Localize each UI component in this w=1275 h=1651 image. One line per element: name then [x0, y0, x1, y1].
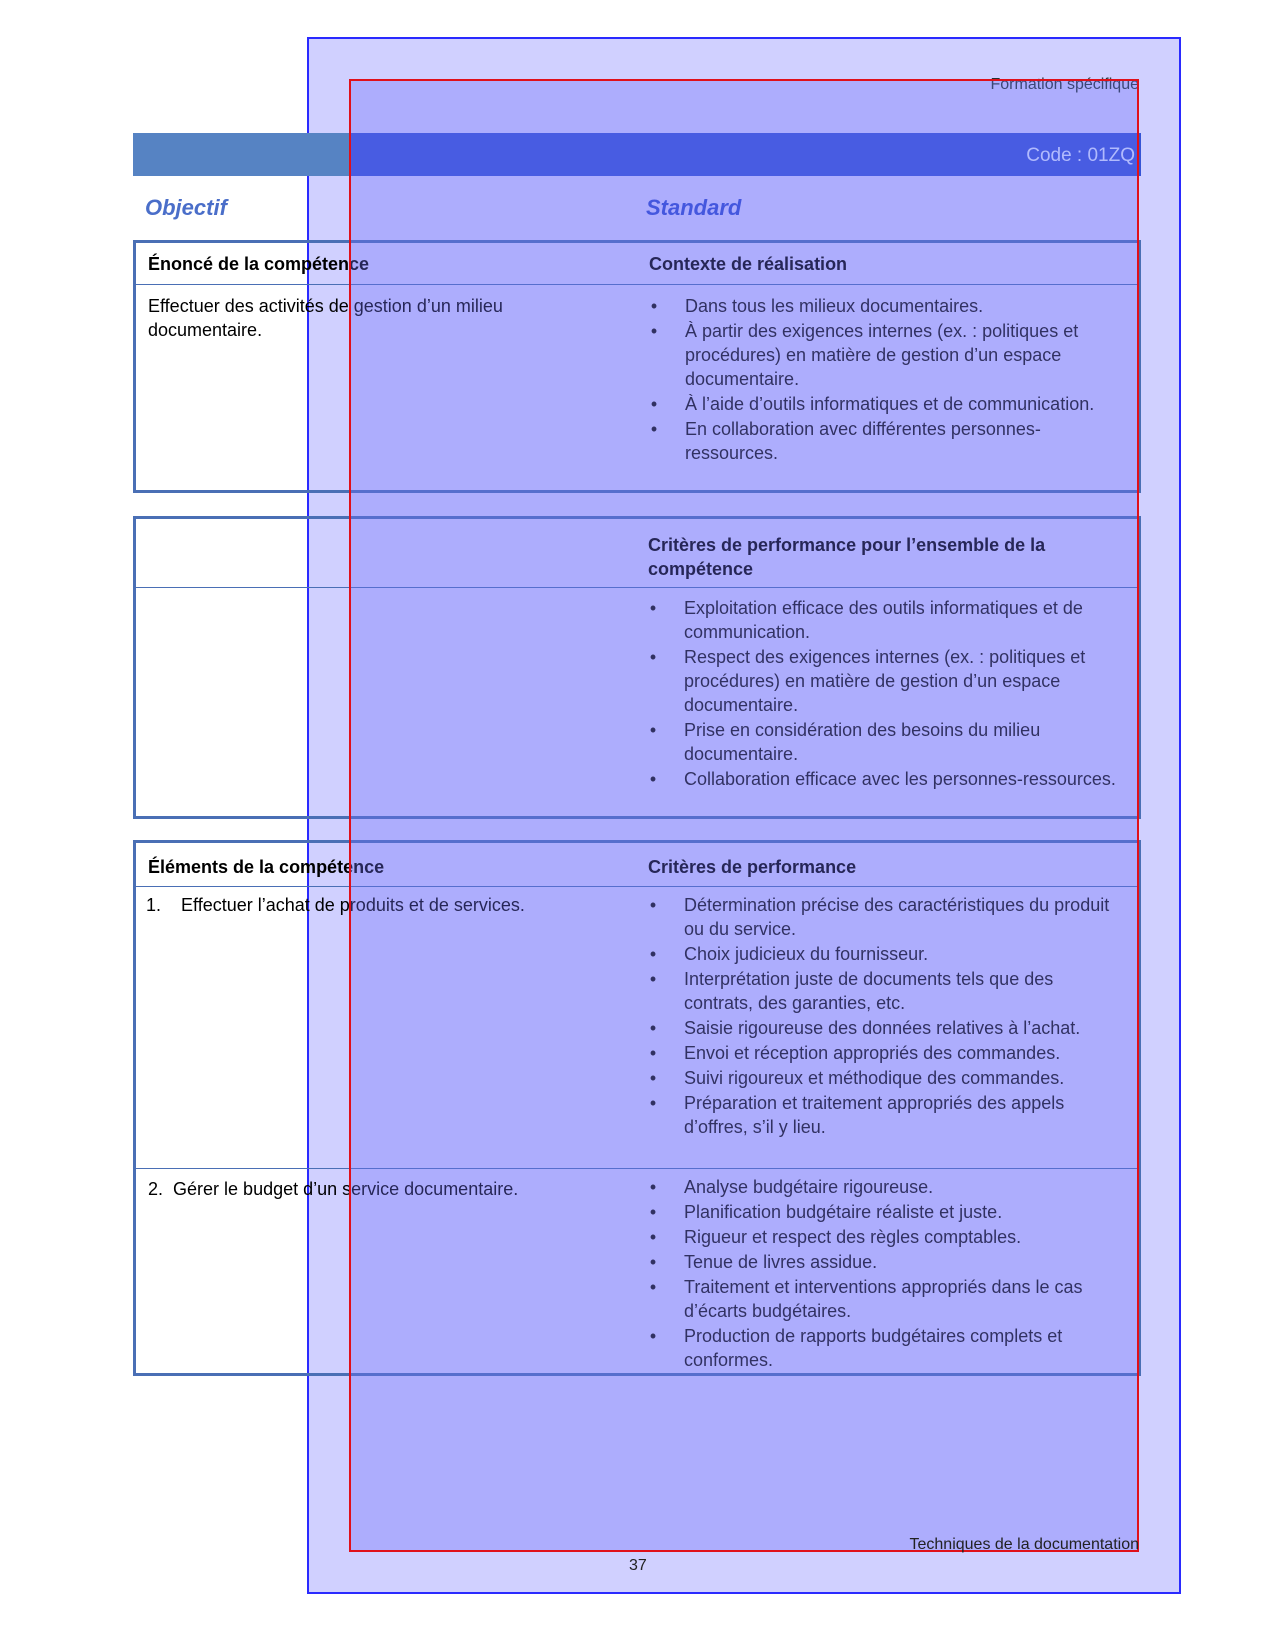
list-item: • Envoi et réception appropriés des commandes. [649, 1043, 1061, 1063]
list-item: • Tenue de livres assidue. [649, 1252, 878, 1272]
list-item: • Dans tous les milieux documentaires. [650, 296, 984, 316]
overall-criteria-heading: Critères de performance pour l’ensemble de la compétence [648, 535, 1046, 579]
element-row-1: 1. Effectuer l’achat de produits et de services. [146, 895, 525, 915]
criteria-heading: Critères de performance [648, 857, 857, 877]
competence-code: Code : 01ZQ [1026, 145, 1135, 166]
statement-text: Effectuer des activités de gestion d’un milieu documentaire. [148, 296, 503, 340]
list-item: • À partir des exigences internes (ex. : politiques et procédures) en matière de gestion d’un espace documentaire. [650, 321, 1079, 389]
statement-heading: Énoncé de la compétence [148, 254, 370, 274]
column-label-standard: Standard [646, 195, 742, 220]
list-item: • Respect des exigences internes (ex. : politiques et procédures) en matière de gestion d’un espace documentaire. [649, 647, 1086, 715]
list-item: • Traitement et interventions appropriés dans le cas d’écarts budgétaires. [649, 1277, 1083, 1321]
list-item: • Collaboration efficace avec les personnes-ressources. [649, 769, 1116, 789]
overlay-region-inner [349, 79, 1139, 1552]
list-item: • Planification budgétaire réaliste et juste. [649, 1202, 1003, 1222]
list-item: • Saisie rigoureuse des données relatives à l’achat. [649, 1018, 1081, 1038]
context-heading: Contexte de réalisation [649, 254, 848, 274]
list-item: • Interprétation juste de documents tels que des contrats, des garanties, etc. [649, 969, 1054, 1013]
list-item: • Prise en considération des besoins du milieu documentaire. [649, 720, 1041, 764]
list-item: • Détermination précise des caractéristiques du produit ou du service. [649, 895, 1110, 939]
element-row-2: 2. Gérer le budget d’un service documentaire. [148, 1179, 519, 1199]
page-number: 37 [629, 1557, 647, 1574]
elements-heading: Éléments de la compétence [148, 857, 385, 877]
list-item: • Choix judicieux du fournisseur. [649, 944, 929, 964]
footer-program-name: Techniques de la documentation [909, 1536, 1139, 1553]
list-item: • Rigueur et respect des règles comptables. [649, 1227, 1022, 1247]
list-item: • Préparation et traitement appropriés des appels d’offres, s’il y lieu. [649, 1093, 1065, 1137]
list-item: • Suivi rigoureux et méthodique des commandes. [649, 1068, 1065, 1088]
list-item: • Exploitation efficace des outils informatiques et de communication. [649, 598, 1083, 642]
list-item: • Analyse budgétaire rigoureuse. [649, 1177, 934, 1197]
column-label-objective: Objectif [145, 195, 227, 220]
list-item: • À l’aide d’outils informatiques et de communication. [650, 394, 1095, 414]
list-item: • En collaboration avec différentes personnes-ressources. [650, 419, 1041, 463]
list-item: • Production de rapports budgétaires complets et conformes. [649, 1326, 1063, 1370]
header-program: Formation spécifique [990, 76, 1139, 93]
